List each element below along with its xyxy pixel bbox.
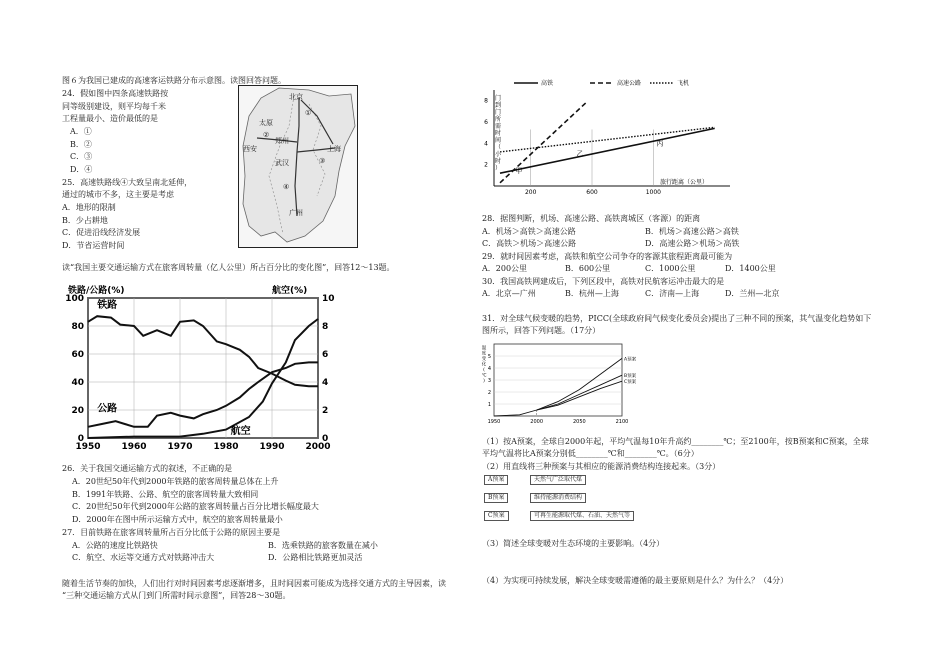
chart3-ylabel-char-2: 变 — [481, 357, 487, 362]
chart3-ylabel-char-5: ℃ — [481, 373, 487, 379]
q28-option-d[interactable]: D．高速公路＞机场＞高铁 — [645, 239, 740, 248]
chart2-y-tick-1: 4 — [484, 140, 488, 148]
chart1-yright-tick-4: 8 — [322, 322, 329, 332]
map-city-beijing: 北京 — [289, 93, 303, 101]
q25-option-a[interactable]: A．地形的限制 — [62, 203, 116, 212]
chart2-ylabel-char-7: （ — [494, 144, 502, 151]
chart1-x-tick-1: 1960 — [121, 442, 147, 452]
map-route-4: ④ — [283, 183, 290, 191]
chart2-x-tick-1: 600 — [586, 189, 598, 196]
q29-option-b[interactable]: B．600公里 — [565, 264, 611, 273]
chart2-ylabel-char-9: 时 — [494, 158, 502, 165]
chart1-yleft-tick-4: 80 — [71, 322, 84, 332]
q25-option-b[interactable]: B．少占耕地 — [62, 216, 108, 225]
railway-map — [238, 85, 358, 248]
chart3-y-tick-1: 2 — [487, 390, 491, 396]
q27-option-d[interactable]: D．公路相比铁路更加灵活 — [268, 553, 363, 562]
q26-option-c[interactable]: C．20世纪50年代到2000年公路的旅客周转量占百分比增长幅度最大 — [72, 502, 319, 511]
q24-option-d[interactable]: D．④ — [70, 165, 93, 174]
chart1-x-tick-3: 1980 — [213, 442, 239, 452]
chart2-xlabel: 旅行距离（公里） — [659, 179, 709, 186]
q30-option-c[interactable]: C．济南—上海 — [645, 289, 700, 298]
chart1-x-tick-0: 1950 — [75, 442, 101, 452]
transport-share-chart — [60, 282, 345, 452]
q27-option-b[interactable]: B．选乘铁路的旅客数量在减小 — [268, 541, 378, 550]
q29-option-a[interactable]: A．200公里 — [482, 264, 528, 273]
chart2-y-tick-2: 6 — [484, 119, 488, 126]
intro-q28-line2: “三种交通运输方式从门到门所需时间示意图”，回答28～30题。 — [62, 591, 291, 600]
chart3-series-label-2: C预案 — [624, 380, 637, 386]
q31-sub1-line2: 平均气温将比A预案分别低________℃和________℃。（6分） — [482, 449, 699, 458]
chart3-ylabel-char-6: ) — [483, 379, 485, 384]
chart3-series-label-0: A预案 — [624, 357, 637, 363]
chart1-yleft-tick-2: 40 — [71, 378, 84, 388]
chart3-series-0 — [494, 358, 622, 416]
q30-stem: 30．我国高铁网建成后，下列区段中，高铁对民航客运冲击最大的是 — [482, 277, 725, 286]
q24-line3: 工程量最小、造价最低的是 — [62, 114, 158, 123]
map-city-shanghai: 上海 — [327, 145, 341, 153]
chart3-ylabel-char-0: 温 — [481, 346, 487, 351]
chart2-x-tick-2: 1000 — [645, 189, 661, 196]
chart1-yright-tick-2: 4 — [322, 378, 329, 388]
map-city-wuhan: 武汉 — [275, 159, 289, 167]
chart2-legend-label-0: 高铁 — [541, 80, 554, 87]
railway-map-drawing — [239, 86, 357, 247]
chart1-yright-tick-5: 10 — [322, 294, 335, 304]
q24-option-b[interactable]: B．② — [70, 140, 92, 149]
chart3-ylabel-char-3: 化 — [481, 362, 487, 368]
q31-stem-line2: 图所示，回答下列问题。（17分） — [482, 326, 601, 335]
q24-option-a[interactable]: A．① — [70, 127, 92, 136]
chart2-ylabel-char-10: ） — [494, 165, 502, 172]
map-city-xian: 西安 — [243, 145, 257, 153]
chart2-region-0: 甲 — [515, 167, 523, 176]
map-route-1: ① — [305, 109, 312, 117]
chart1-label-railway: 铁路 — [97, 299, 118, 311]
plan-b-box[interactable]: B预案 — [484, 493, 508, 503]
chart3-y-tick-0: 1 — [487, 402, 491, 408]
q29-stem: 29．就时间因素考虑，高铁和航空公司争夺的客源其旅程距离最可能为 — [482, 252, 733, 261]
q26-option-d[interactable]: D．2000年在图中所示运输方式中，航空的旅客周转量最小 — [72, 515, 283, 524]
map-city-zhengzhou: 郑州 — [275, 137, 289, 145]
q28-option-b[interactable]: B．机场＞高速公路＞高铁 — [645, 227, 739, 236]
q27-stem: 27．目前铁路在旅客周转量所占百分比低于公路的原因主要是 — [62, 528, 281, 537]
q25-line2: 通过的城市不多，这主要是考虑 — [62, 190, 174, 199]
map-route-3: ③ — [319, 157, 326, 165]
chart2-y-tick-3: 8 — [484, 97, 488, 105]
q31-stem-line1: 31．对全球气候变暖的趋势，PICC(全球政府间气候变化委员会)提出了三种不同的预案，其气温变化趋势如下 — [482, 314, 872, 323]
chart3-ylabel-char-4: ( — [483, 368, 485, 373]
q25-line1: 25．高速铁路线④大致呈南北延伸， — [62, 178, 193, 187]
chart1-ylabel-right: 航空(%) — [272, 286, 308, 296]
q31-sub2: （2）用直线将三种预案与其相应的能源消费结构连接起来。（3分） — [482, 462, 721, 471]
chart3-x-tick-0: 1950 — [487, 419, 501, 425]
q26-option-a[interactable]: A．20世纪50年代到2000年铁路的旅客周转量总体在上升 — [72, 477, 279, 486]
climate-scenario-chart — [480, 338, 640, 428]
chart2-ylabel-char-1: 到 — [494, 102, 502, 109]
q31-sub1-line1: （1）按A预案，全球自2000年起，平均气温每10年升高约________℃；至2100年，按B预案和C预案，全球 — [482, 437, 869, 446]
chart2-ylabel-char-8: 小 — [494, 151, 502, 158]
q26-stem: 26．关于我国交通运输方式的叙述，不正确的是 — [62, 464, 233, 473]
chart2-region-1: 乙 — [576, 150, 584, 159]
plan-a-box[interactable]: A预案 — [484, 475, 508, 485]
q30-option-a[interactable]: A．北京—广州 — [482, 289, 536, 298]
door-to-door-time-chart — [480, 76, 750, 206]
q27-option-a[interactable]: A．公路的速度比铁路快 — [72, 541, 158, 550]
chart3-series-label-1: B预案 — [624, 374, 637, 380]
chart3-ylabel-char-1: 度 — [481, 351, 487, 357]
chart2-series-1 — [500, 103, 586, 183]
chart2-ylabel-char-5: 时 — [494, 130, 502, 137]
q25-option-c[interactable]: C．促进沿线经济发展 — [62, 228, 141, 237]
chart2-ylabel-char-3: 所 — [494, 116, 502, 123]
chart2-region-2: 丙 — [656, 139, 664, 148]
chart1-yleft-tick-0: 0 — [77, 434, 84, 444]
chart2-ylabel-char-2: 门 — [494, 109, 502, 116]
chart1-x-tick-5: 2000 — [305, 442, 331, 452]
q30-option-b[interactable]: B．杭州—上海 — [565, 289, 619, 298]
chart2-ylabel-char-4: 需 — [494, 123, 502, 130]
q25-option-d[interactable]: D．节省运营时间 — [62, 241, 125, 250]
q26-option-b[interactable]: B．1991年铁路、公路、航空的旅客周转量大致相同 — [72, 490, 259, 499]
plan-c-box[interactable]: C预案 — [484, 511, 509, 521]
chart1-yright-tick-0: 0 — [322, 434, 329, 444]
q29-option-d[interactable]: D．1400公里 — [725, 264, 776, 273]
chart1-yleft-tick-1: 20 — [71, 406, 84, 416]
q24-line1: 24．假如图中四条高速铁路按 — [62, 89, 169, 98]
intro-q12: 读“我国主要交通运输方式在旅客周转量（亿人公里）所占百分比的变化图”，回答12～13题。 — [62, 263, 395, 272]
q24-line2: 同等级别建设，则平均每千米 — [62, 102, 166, 111]
q28-stem: 28．据图判断，机场、高速公路、高铁离城区（客源）的距离 — [482, 214, 701, 223]
chart3-series-2 — [537, 381, 622, 410]
chart1-yleft-tick-3: 60 — [71, 350, 84, 360]
chart2-y-tick-0: 2 — [484, 161, 488, 169]
energy-box-maintain[interactable]: 维持能源消费结构 — [530, 493, 586, 503]
chart1-yright-tick-3: 6 — [322, 350, 329, 360]
q31-sub4: （4）为实现可持续发展，解决全球变暖需遵循的最主要原则是什么？为什么？（4分） — [482, 576, 789, 585]
chart2-series-0 — [500, 128, 715, 176]
q28-option-a[interactable]: A．机场＞高铁＞高速公路 — [482, 227, 576, 236]
chart3-y-tick-4: 5 — [487, 354, 491, 360]
chart1-ylabel-left: 铁路/公路(%) — [68, 286, 125, 296]
chart1-label-highway: 公路 — [97, 403, 118, 415]
map-city-guangzhou: 广州 — [289, 209, 303, 217]
chart2-ylabel-char-0: 门 — [494, 95, 502, 102]
q27-option-c[interactable]: C．航空、水运等交通方式对铁路冲击大 — [72, 553, 215, 562]
q24-option-c[interactable]: C．③ — [70, 152, 93, 161]
chart1-yright-tick-1: 2 — [322, 406, 329, 416]
chart1-series-railway — [88, 316, 318, 386]
chart3-y-tick-2: 3 — [487, 378, 491, 384]
chart1-label-aviation: 航空 — [230, 425, 251, 437]
chart2-series-2 — [500, 127, 715, 152]
chart3-x-tick-2: 2050 — [572, 419, 586, 425]
chart3-x-tick-1: 2000 — [530, 419, 544, 425]
chart3-y-tick-3: 4 — [487, 366, 491, 372]
q30-option-d[interactable]: D．兰州—北京 — [725, 289, 780, 298]
energy-box-renewable[interactable]: 可再生能源取代煤、石油、天然气等 — [530, 511, 634, 521]
q28-option-c[interactable]: C．高铁＞机场＞高速公路 — [482, 239, 577, 248]
chart1-yleft-tick-5: 100 — [65, 294, 84, 304]
map-route-2: ② — [263, 131, 270, 139]
chart1-x-tick-4: 1990 — [259, 442, 285, 452]
chart1-x-tick-2: 1970 — [167, 442, 193, 452]
chart2-x-tick-0: 200 — [524, 189, 537, 196]
chart1-series-highway — [88, 362, 318, 426]
energy-box-gas[interactable]: 天然气广泛取代煤 — [530, 475, 586, 485]
chart3-x-tick-3: 2100 — [615, 419, 629, 425]
q31-sub3: （3）简述全球变暖对生态环境的主要影响。（4分） — [482, 539, 665, 548]
map-city-taiyuan: 太原 — [259, 119, 273, 127]
chart2-legend-label-1: 高速公路 — [617, 80, 642, 87]
intro-fig6: 图６为我国已建成的高速客运铁路分布示意图。读图回答问题。 — [62, 76, 286, 85]
intro-q28-line1: 随着生活节奏的加快，人们出行对时间因素考虑逐渐增多，且时间因素可能成为选择交通方式的主导因素，读 — [62, 579, 446, 588]
chart2-ylabel-char-6: 间 — [494, 137, 502, 144]
chart2-legend-label-2: 飞机 — [677, 80, 690, 87]
q29-option-c[interactable]: C．1000公里 — [645, 264, 696, 273]
